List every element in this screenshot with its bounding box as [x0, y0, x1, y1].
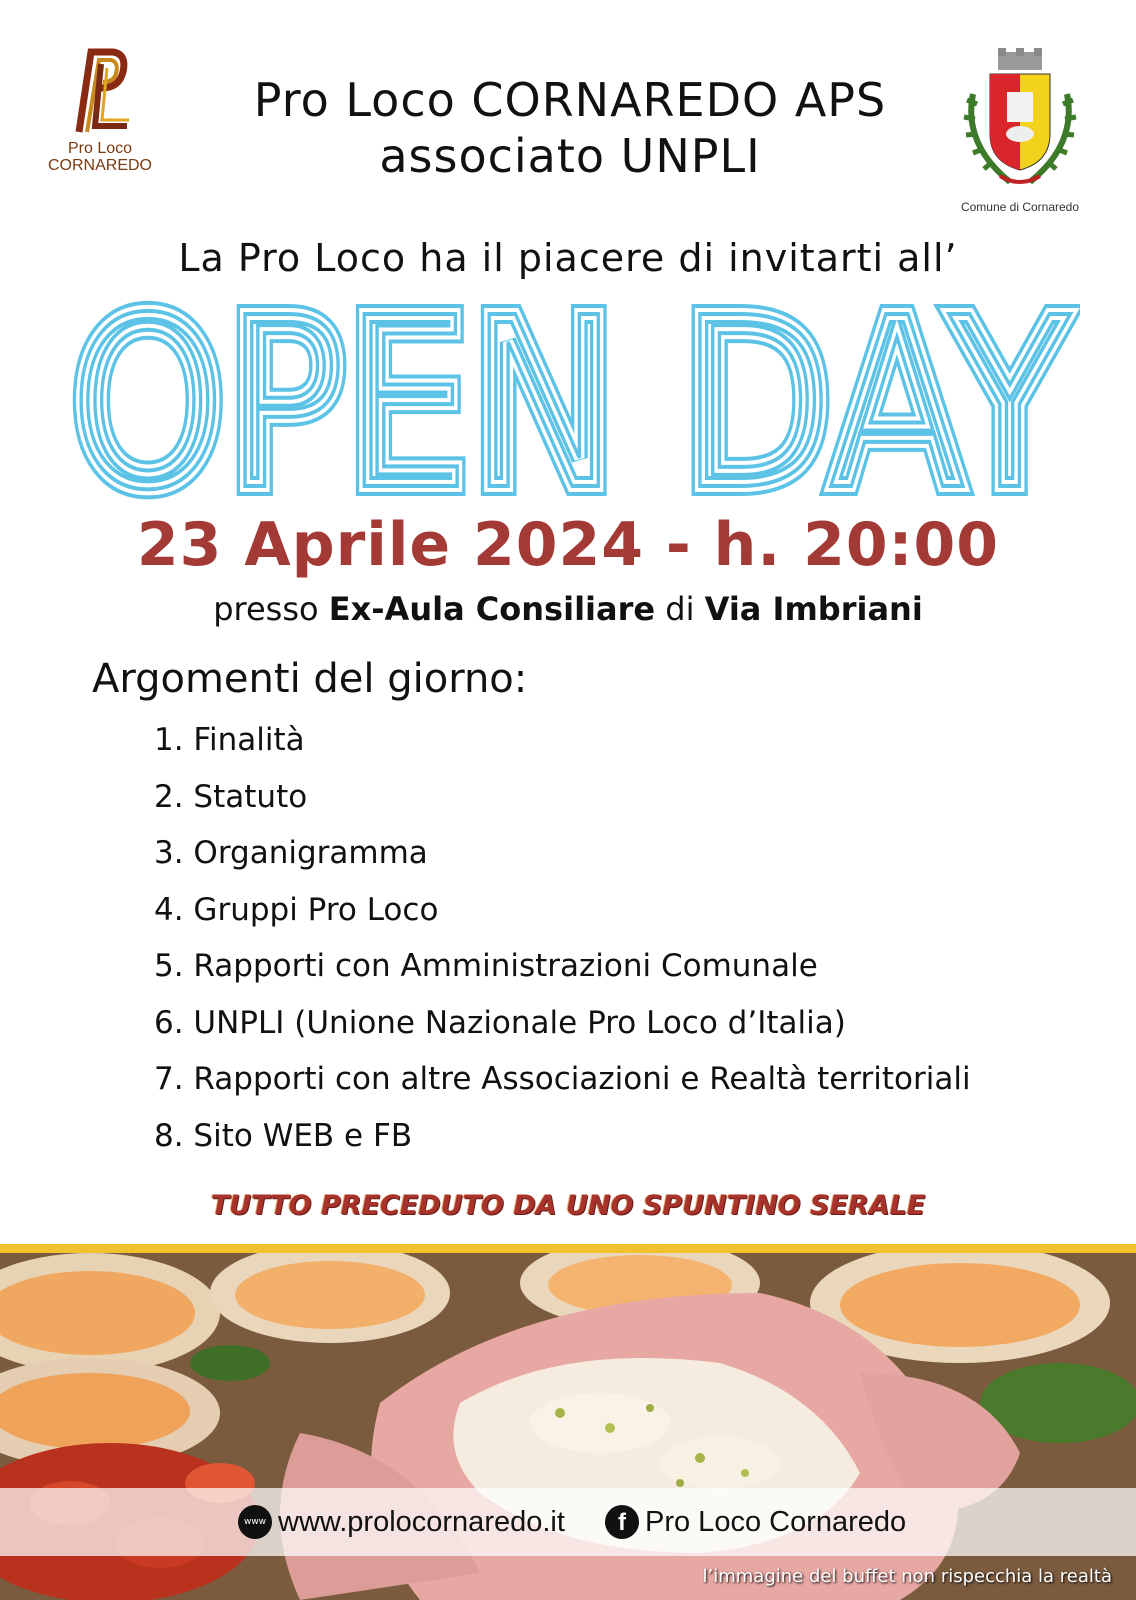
venue-street: Via Imbriani [704, 590, 923, 628]
agenda-title: Argomenti del giorno: [92, 656, 528, 702]
www-icon: www [238, 1505, 272, 1539]
footer-facebook[interactable] [605, 1500, 906, 1544]
venue-mid: di [655, 590, 705, 628]
agenda-item: 6. UNPLI (Unione Nazionale Pro Loco d’Italia) [154, 1004, 846, 1041]
agenda-item: 7. Rapporti con altre Associazioni e Realtà territoriali [154, 1061, 971, 1097]
header-title [180, 72, 960, 184]
agenda-item: 2. Statuto [154, 778, 308, 815]
agenda-item: 3. Organigramma [154, 835, 428, 871]
venue-prefix: presso [213, 590, 329, 628]
website-link[interactable]: www.prolocornaredo.it [278, 1505, 565, 1538]
header-title-line1: Pro Loco CORNAREDO APS [253, 73, 887, 127]
comune-crest [945, 44, 1095, 214]
agenda-list [154, 720, 1114, 1172]
snack-note: TUTTO PRECEDUTO DA UNO SPUNTINO SERALE [210, 1190, 926, 1221]
event-venue [0, 590, 1136, 628]
open-day-text-inner: OPEN DAY [70, 292, 1071, 502]
venue-place: Ex-Aula Consiliare [328, 590, 656, 628]
footer-band [0, 1488, 1136, 1556]
logo-line2: CORNAREDO [47, 157, 152, 174]
open-day-text: OPEN DAY [70, 292, 1071, 502]
logo-line1: Pro Loco [67, 140, 133, 157]
agenda-item: 5. Rapporti con Amministrazioni Comunale [154, 948, 818, 984]
pro-loco-logo-icon [65, 44, 135, 136]
pro-loco-logo [40, 44, 160, 189]
invitation-text: La Pro Loco ha il piacere di invitarti all’ [178, 236, 958, 280]
agenda-item: 4. Gruppi Pro Loco [154, 891, 439, 928]
footer-website[interactable] [238, 1500, 565, 1544]
facebook-link[interactable]: Pro Loco Cornaredo [645, 1505, 907, 1538]
open-day-text-core: OPEN DAY [70, 292, 1071, 502]
crest-caption: Comune di Cornaredo [960, 200, 1080, 214]
open-day-title [60, 292, 1080, 502]
agenda-item: 1. Finalità [154, 722, 305, 758]
event-date: 23 Aprile 2024 - h. 20:00 [136, 510, 1000, 580]
comune-crest-icon [955, 44, 1085, 194]
yellow-divider [0, 1244, 1136, 1253]
agenda-item: 8. Sito WEB e FB [154, 1117, 413, 1154]
header-title-line2: associato UNPLI [379, 129, 761, 183]
facebook-icon: f [605, 1505, 639, 1539]
image-disclaimer: l’immagine del buffet non rispecchia la realtà [702, 1566, 1112, 1587]
